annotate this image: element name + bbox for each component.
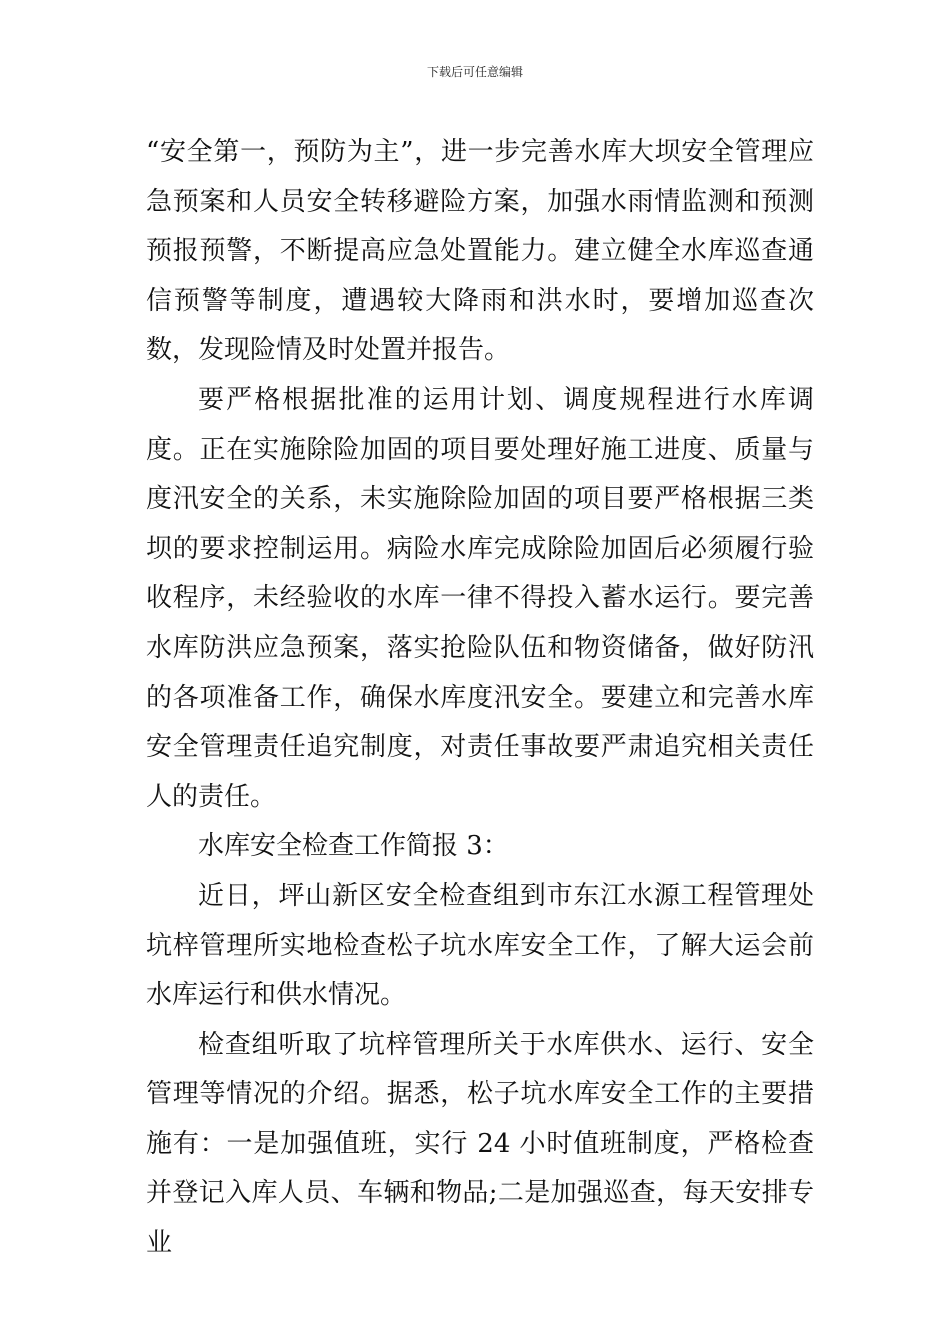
document-body <box>146 128 814 1269</box>
paragraph-inspection-visit: 近日，坪山新区安全检查组到市东江水源工程管理处坑梓管理所实地检查松子坑水库安全工作，了解大运会前水库运行和供水情况。 <box>146 880 814 1011</box>
page-header-note: 下载后可任意编辑 <box>426 65 523 79</box>
paragraph-reservoir-dispatch: 要严格根据批准的运用计划、调度规程进行水库调度。正在实施除险加固的项目要处理好施工进度、质量与度汛安全的关系，未实施除险加固的项目要严格根据三类坝的要求控制运用。病险水库完成除险加固后必须履行验收程序，未经验收的水库一律不得投入蓄水运行。要完善水库防洪应急预案，落实抢险队伍和物资储备，做好防汛的各项准备工作，确保水库度汛安全。要建立和完善水库安全管理责任追究制度，对责任事故要严肃追究相关责任人的责任。 <box>146 384 814 812</box>
section-heading-briefing-3: 水库安全检查工作简报 3： <box>198 831 509 862</box>
paragraph-inspection-measures: 检查组听取了坑梓管理所关于水库供水、运行、安全管理等情况的介绍。据悉，松子坑水库安全工作的主要措施有：一是加强值班，实行 24 小时值班制度，严格检查并登记入库人员、车辆和物品;二是加强巡查，每天安排专业 <box>146 1029 814 1259</box>
paragraph-reservoir-safety-plan: “安全第一，预防为主”，进一步完善水库大坝安全管理应急预案和人员安全转移避险方案，加强水雨情监测和预测预报预警，不断提高应急处置能力。建立健全水库巡查通信预警等制度，遭遇较大降雨和洪水时，要增加巡查次数，发现险情及时处置并报告。 <box>146 137 814 366</box>
